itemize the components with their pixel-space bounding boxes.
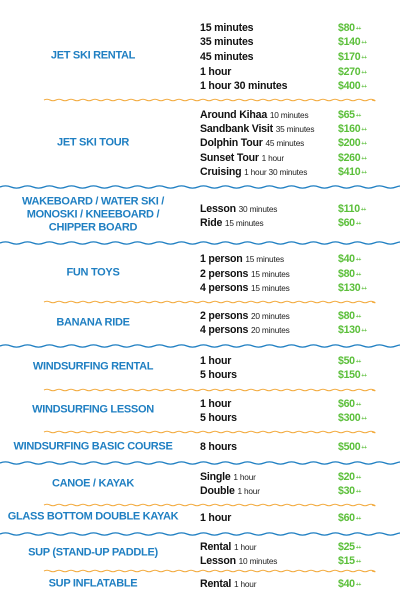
price-value: $80	[338, 22, 355, 34]
wave-divider-orange	[0, 428, 400, 436]
wave-divider-orange	[0, 501, 400, 509]
wave-divider-orange	[0, 567, 400, 575]
price-superscript: ++	[355, 272, 362, 278]
section-title: CANOE / KAYAK	[51, 477, 135, 490]
price-row	[200, 216, 390, 230]
price-superscript: ++	[361, 40, 367, 46]
price-value: $150	[338, 369, 361, 381]
price-row	[200, 470, 390, 484]
wave-line	[0, 186, 400, 188]
price-superscript: ++	[361, 170, 367, 176]
item-price	[338, 136, 367, 150]
item-duration: 15 minutes	[251, 283, 290, 293]
item-name	[200, 136, 304, 150]
price-value: $160	[338, 123, 361, 135]
item-label: 2 persons	[200, 310, 249, 322]
price-superscript: ++	[361, 286, 367, 292]
price-superscript: ++	[355, 221, 362, 227]
section-title: BANANA RIDE	[56, 316, 130, 329]
item-name	[200, 252, 284, 266]
item-name	[200, 368, 237, 382]
price-superscript: ++	[355, 559, 362, 565]
item-price	[338, 50, 367, 64]
item-name	[200, 79, 287, 93]
wave-line	[44, 99, 375, 101]
item-name	[200, 216, 264, 230]
item-name	[200, 354, 231, 368]
item-price	[338, 554, 361, 568]
price-value: $110	[338, 203, 360, 215]
item-label: 15 minutes	[200, 22, 254, 34]
item-name	[200, 470, 256, 484]
item-price	[338, 354, 361, 368]
price-row	[200, 484, 390, 498]
item-price	[338, 470, 361, 484]
item-price	[338, 122, 367, 136]
item-price	[338, 323, 367, 337]
wave-divider-blue	[0, 530, 400, 538]
item-label: Sandbank Visit	[200, 123, 273, 135]
item-price	[338, 511, 361, 525]
item-name	[200, 65, 231, 79]
price-value: $270	[338, 66, 361, 78]
section-title: SUP (STAND-UP PADDLE)	[28, 546, 158, 559]
price-value: $60	[338, 512, 355, 524]
item-name	[200, 122, 314, 136]
price-row	[200, 252, 390, 266]
price-row	[200, 267, 390, 281]
price-superscript: ++	[361, 55, 367, 61]
wave-divider-blue	[0, 183, 400, 191]
item-label: 5 hours	[200, 369, 237, 381]
item-name	[200, 267, 290, 281]
price-value: $400	[338, 80, 361, 92]
section-title: JET SKI RENTAL	[50, 49, 136, 62]
price-value: $20	[338, 471, 355, 483]
item-name	[200, 411, 237, 425]
section-title: WINDSURFING BASIC COURSE	[13, 440, 173, 453]
price-row	[200, 281, 390, 295]
price-value: $410	[338, 166, 361, 178]
item-price	[338, 411, 367, 425]
item-price	[338, 309, 361, 323]
item-price	[338, 281, 367, 295]
section-title: GLASS BOTTOM DOUBLE KAYAK	[7, 510, 179, 523]
price-superscript: ++	[355, 582, 362, 588]
price-superscript: ++	[355, 545, 362, 551]
price-value: $300	[338, 412, 361, 424]
price-row	[200, 79, 390, 93]
price-value: $140	[338, 36, 361, 48]
section-title: SUP INFLATABLE	[48, 577, 138, 590]
item-duration: 45 minutes	[265, 138, 305, 148]
item-duration: 1 hour	[237, 486, 260, 496]
price-value: $50	[338, 355, 355, 367]
price-value: $40	[338, 253, 355, 265]
price-superscript: ++	[361, 445, 367, 451]
item-name	[200, 511, 231, 525]
item-label: Rental	[200, 578, 232, 590]
price-superscript: ++	[355, 26, 362, 32]
item-label: 1 hour	[200, 512, 232, 524]
item-name	[200, 21, 253, 35]
item-label: 1 hour	[200, 66, 232, 78]
item-price	[338, 540, 361, 554]
item-name	[200, 281, 290, 295]
item-label: Around Kihaa	[200, 109, 268, 121]
wave-divider-blue	[0, 459, 400, 467]
section-title: WINDSURFING RENTAL	[32, 360, 154, 373]
price-value: $60	[338, 217, 355, 229]
item-label: 45 minutes	[200, 51, 254, 63]
item-price	[338, 440, 367, 454]
item-duration: 15 minutes	[251, 269, 290, 279]
price-superscript: ++	[355, 516, 362, 522]
item-price	[338, 202, 366, 216]
price-value: $65	[338, 109, 355, 121]
price-row	[200, 108, 390, 122]
item-label: 4 persons	[200, 324, 249, 336]
item-label: 1 hour	[200, 355, 232, 367]
price-row	[200, 540, 390, 554]
item-label: Cruising	[200, 166, 242, 178]
price-superscript: ++	[361, 127, 367, 133]
item-name	[200, 440, 237, 454]
wave-line	[44, 389, 375, 391]
price-row	[200, 309, 390, 323]
price-row	[200, 554, 390, 568]
item-price	[338, 79, 367, 93]
price-value: $130	[338, 324, 361, 336]
item-label: 5 hours	[200, 412, 237, 424]
price-row	[200, 35, 390, 49]
item-name	[200, 323, 290, 337]
price-superscript: ++	[361, 156, 367, 162]
price-row	[200, 165, 390, 179]
price-row	[200, 511, 390, 525]
price-value: $30	[338, 485, 355, 497]
price-row	[200, 50, 390, 64]
price-row	[200, 440, 390, 454]
item-price	[338, 165, 367, 179]
item-duration: 15 minutes	[224, 218, 264, 228]
item-price	[338, 267, 361, 281]
item-duration: 20 minutes	[251, 311, 290, 321]
item-label: 8 hours	[200, 441, 237, 453]
item-price	[338, 216, 361, 230]
price-value: $500	[338, 441, 361, 453]
section-title: FUN TOYS	[66, 266, 120, 279]
wave-line	[0, 533, 400, 535]
price-row	[200, 397, 390, 411]
item-duration: 15 minutes	[245, 254, 284, 264]
item-duration: 1 hour	[233, 542, 257, 552]
item-name	[200, 50, 253, 64]
item-price	[338, 108, 361, 122]
price-row	[200, 577, 390, 591]
item-duration: 30 minutes	[238, 204, 278, 214]
item-label: 4 persons	[200, 282, 249, 294]
price-value: $80	[338, 268, 355, 280]
price-value: $200	[338, 137, 361, 149]
price-superscript: ++	[361, 84, 367, 90]
item-price	[338, 397, 361, 411]
price-value: $40	[338, 578, 355, 590]
item-label: 35 minutes	[200, 36, 254, 48]
price-superscript: ++	[355, 359, 362, 365]
wave-line	[0, 242, 400, 244]
item-duration: 1 hour 30 minutes	[244, 167, 308, 177]
item-name	[200, 540, 256, 554]
wave-line	[44, 301, 375, 303]
item-label: Lesson	[200, 203, 236, 215]
item-name	[200, 35, 253, 49]
item-duration: 35 minutes	[275, 124, 315, 134]
wave-divider-orange	[0, 96, 400, 104]
item-name	[200, 309, 290, 323]
price-superscript: ++	[355, 113, 362, 119]
price-superscript: ++	[361, 141, 367, 147]
item-duration: 10 minutes	[238, 556, 278, 566]
item-duration: 1 hour	[261, 153, 284, 163]
item-label: Double	[200, 485, 235, 497]
item-label: Dolphin Tour	[200, 137, 263, 149]
wave-divider-blue	[0, 239, 400, 247]
item-label: 1 person	[200, 253, 243, 265]
section-title: JET SKI TOUR	[57, 136, 129, 149]
price-row	[200, 368, 390, 382]
section-title: WAKEBOARD / WATER SKI / MONOSKI / KNEEBOARD / CHIPPER BOARD	[21, 195, 164, 234]
item-label: Single	[200, 471, 231, 483]
item-duration: 10 minutes	[269, 110, 309, 120]
wave-line	[0, 462, 400, 464]
price-superscript: ++	[355, 475, 362, 481]
wave-line	[44, 431, 375, 433]
price-row	[200, 202, 390, 216]
price-superscript: ++	[361, 416, 367, 422]
price-row	[200, 136, 390, 150]
price-row	[200, 323, 390, 337]
price-value: $60	[338, 398, 355, 410]
price-value: $15	[338, 555, 355, 567]
item-price	[338, 21, 361, 35]
price-value: $80	[338, 310, 355, 322]
wave-divider-blue	[0, 342, 400, 350]
wave-divider-orange	[0, 386, 400, 394]
item-name	[200, 397, 231, 411]
item-label: Ride	[200, 217, 223, 229]
item-label: Lesson	[200, 555, 236, 567]
item-price	[338, 252, 361, 266]
price-row	[200, 21, 390, 35]
item-label: Rental	[200, 541, 232, 553]
price-superscript: ++	[361, 328, 367, 334]
item-label: 2 persons	[200, 268, 249, 280]
item-price	[338, 577, 361, 591]
price-row	[200, 354, 390, 368]
price-superscript: ++	[355, 314, 362, 320]
item-price	[338, 368, 367, 382]
item-duration: 1 hour	[233, 472, 256, 482]
price-value: $25	[338, 541, 355, 553]
item-price	[338, 35, 367, 49]
price-row	[200, 151, 390, 165]
item-name	[200, 165, 307, 179]
price-row	[200, 122, 390, 136]
section-title: WINDSURFING LESSON	[32, 403, 154, 416]
wave-divider-orange	[0, 298, 400, 306]
price-superscript: ++	[361, 70, 367, 76]
item-price	[338, 65, 367, 79]
item-price	[338, 484, 361, 498]
item-label: 1 hour	[200, 398, 232, 410]
price-superscript: ++	[361, 373, 367, 379]
item-name	[200, 151, 284, 165]
item-name	[200, 577, 256, 591]
item-name	[200, 202, 277, 216]
price-row	[200, 411, 390, 425]
item-duration: 1 hour	[233, 579, 257, 589]
price-value: $260	[338, 152, 361, 164]
item-label: 1 hour 30 minutes	[200, 80, 288, 92]
price-superscript: ++	[355, 489, 362, 495]
item-name	[200, 554, 277, 568]
item-name	[200, 484, 260, 498]
price-value: $170	[338, 51, 361, 63]
item-name	[200, 108, 308, 122]
price-value: $130	[338, 282, 361, 294]
price-superscript: ++	[360, 207, 367, 213]
price-superscript: ++	[355, 257, 362, 263]
item-price	[338, 151, 367, 165]
wave-line	[0, 345, 400, 347]
item-label: Sunset Tour	[200, 152, 259, 164]
wave-line	[44, 504, 375, 506]
wave-line	[44, 570, 375, 572]
price-row	[200, 65, 390, 79]
item-duration: 20 minutes	[251, 325, 290, 335]
price-superscript: ++	[355, 402, 362, 408]
